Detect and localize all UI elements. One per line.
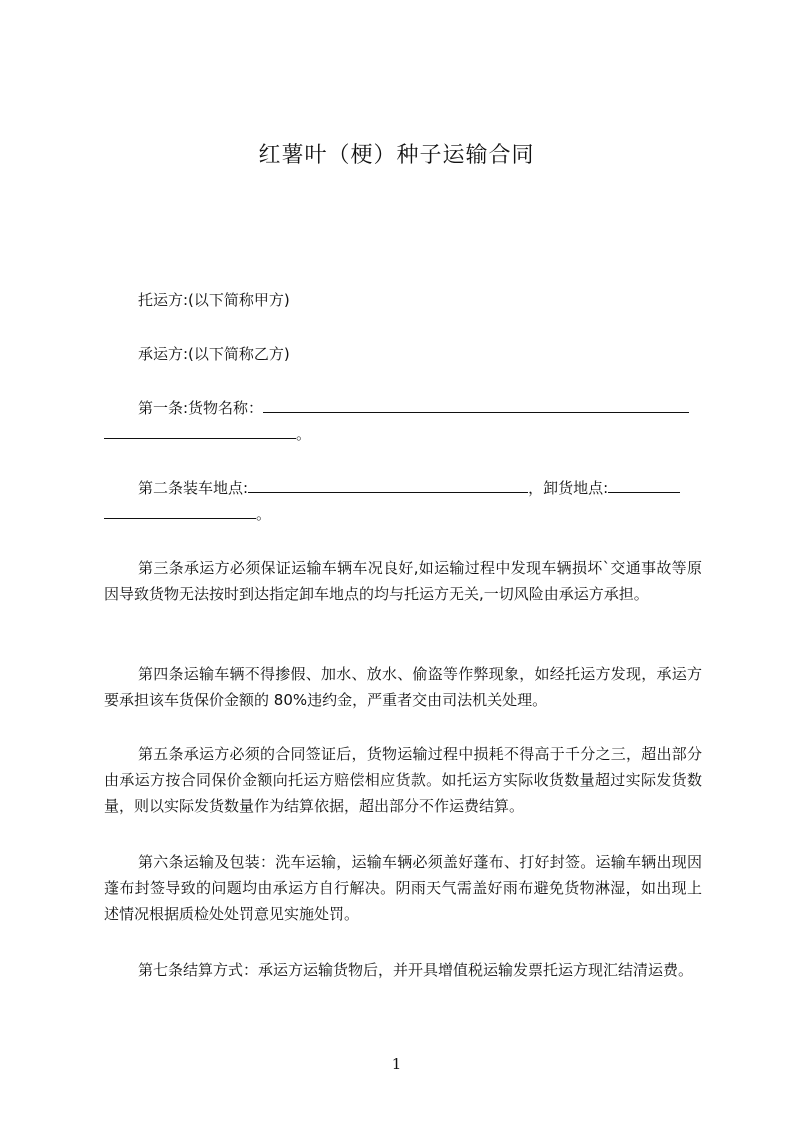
article-2-end: 。: [256, 505, 272, 523]
article-1-label: 第一条:货物名称：: [138, 399, 264, 417]
article-2: [104, 475, 702, 527]
article-4: 第四条运输车辆不得掺假、加水、放水、偷盗等作弊现象，如经托运方发现，承运方要承担该车货保价金额的 80%违约金，严重者交由司法机关处理。: [104, 665, 702, 709]
article-1: [104, 395, 702, 447]
article-2-label: 第二条装车地点:: [138, 479, 249, 497]
article-6: 第六条运输及包装：洗车运输，运输车辆必须盖好蓬布、打好封签。运输车辆出现因蓬布封签导致的问题均由承运方自行解决。阴雨天气需盖好雨布避免货物淋湿，如出现上述情况根据质检处处罚意见实施处罚。: [104, 853, 702, 923]
article-3: 第三条承运方必须保证运输车辆车况良好,如运输过程中发现车辆损坏`交通事故等原因导致货物无法按时到达指定卸车地点的均与托运方无关,一切风险由承运方承担。: [104, 559, 702, 603]
loading-place-blank[interactable]: [248, 476, 528, 493]
consignor-line: 托运方:(以下简称甲方): [138, 291, 290, 309]
unloading-place-blank-continued[interactable]: [104, 502, 256, 519]
document-title: 红薯叶（梗）种子运输合同: [258, 143, 535, 168]
article-7: 第七条结算方式：承运方运输货物后，并开具增值税运输发票托运方现汇结清运费。: [138, 961, 694, 979]
article-5: 第五条承运方必须的合同签证后，货物运输过程中损耗不得高于千分之三，超出部分由承运方按合同保价金额向托运方赔偿相应货款。如托运方实际收货数量超过实际发货数量，则以实际发货数量作为结算依据，超出部分不作运费结算。: [104, 745, 702, 815]
unloading-place-blank[interactable]: [608, 476, 680, 493]
goods-name-blank-continued[interactable]: [104, 422, 296, 439]
article-1-end: 。: [296, 425, 312, 443]
article-2-middle: ，卸货地点:: [528, 479, 609, 497]
page-number: 1: [391, 1055, 402, 1073]
goods-name-blank[interactable]: [263, 396, 689, 413]
carrier-line: 承运方:(以下简称乙方): [138, 345, 290, 363]
